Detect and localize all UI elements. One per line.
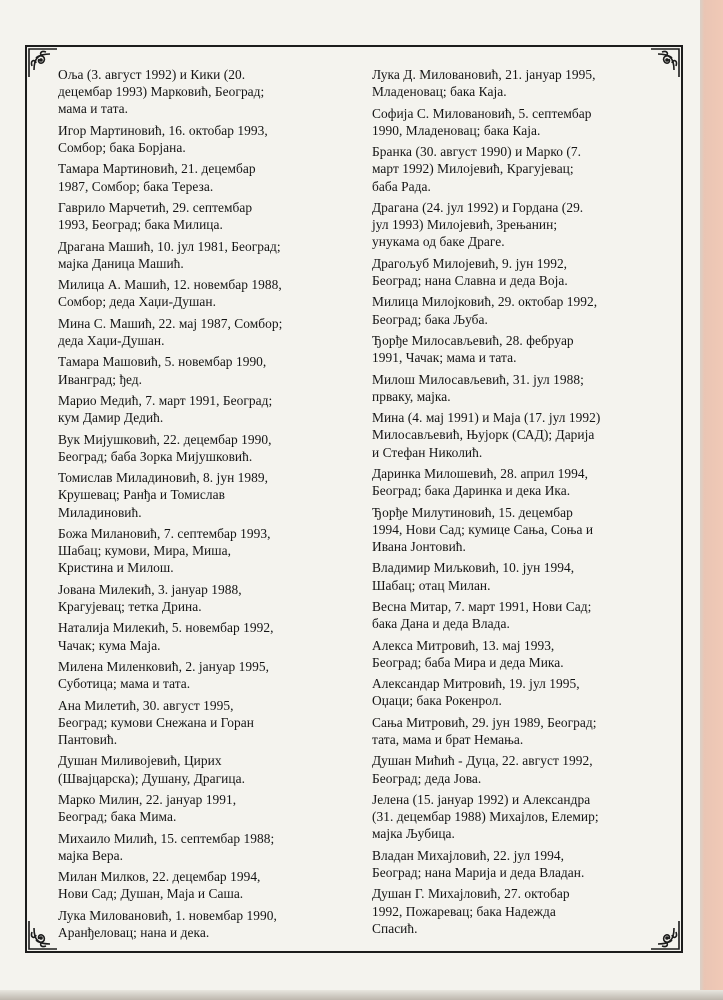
list-entry: Душан Миливојевић, Цирих (Швајцарска); Душану, Драгица. xyxy=(58,753,245,786)
list-entry: Драгољуб Милојевић, 9. јун 1992, Београд; нана Славна и деда Воја. xyxy=(372,255,568,288)
list-entry: Ђорђе Милосављевић, 28. фебруар 1991, Чачак; мама и тата. xyxy=(372,332,574,366)
list-entry: Милица А. Машић, 12. новембар 1988, Сомбор; деда Хаџи-Душан. xyxy=(58,277,282,310)
list-entry: Душан Г. Михајловић, 27. октобар 1992, Пожаревац; бака Надежда Спасић. xyxy=(372,886,570,936)
list-entry: Вук Мијушковић, 22. децембар 1990, Београд; баба Зорка Мијушковић. xyxy=(58,431,272,464)
list-entry: Игор Мартиновић, 16. октобар 1993, Сомбор; бака Борјана. xyxy=(58,122,268,155)
corner-flourish-icon xyxy=(26,918,60,952)
list-entry: Мина С. Машић, 22. мај 1987, Сомбор; деда Хаџи-Душан. xyxy=(58,315,283,348)
page-edge xyxy=(700,0,723,1000)
list-entry: Ђорђе Милутиновић, 15. децембар 1994, Нови Сад; кумице Сања, Соња и Ивана Јонтовић. xyxy=(372,504,594,554)
list-entry: Божа Милановић, 7. септембар 1993, Шабац; кумови, Мира, Миша, Кристина и Милош. xyxy=(58,525,271,576)
list-entry: Бранка (30. август 1990) и Марко (7. март 1992) Милојевић, Крагујевац; баба Рада. xyxy=(372,144,582,194)
list-entry: Драгана (24. јул 1992) и Гордана (29. јул 1993) Милојевић, Зрењанин; унукама од баке Драге. xyxy=(372,199,584,250)
list-entry: Наталија Милекић, 5. новембар 1992, Чачак; кума Маја. xyxy=(58,620,274,653)
list-entry: Ана Милетић, 30. август 1995, Београд; кумови Снежана и Горан Пантовић. xyxy=(58,697,255,747)
list-entry: Тамара Мартиновић, 21. децембар 1987, Сомбор; бака Тереза. xyxy=(58,161,256,194)
list-entry: Лука Миловановић, 1. новембар 1990, Аранђеловац; нана и дека. xyxy=(58,907,277,940)
list-entry: Марко Милин, 22. јануар 1991, Београд; бака Мима. xyxy=(58,791,237,825)
list-entry: Мина (4. мај 1991) и Маја (17. јул 1992) Милосављевић, Њујорк (САД); Дарија и Стефан Николић. xyxy=(372,410,601,460)
list-entry: Драгана Машић, 10. јул 1981, Београд; мајка Даница Машић. xyxy=(58,238,281,271)
list-entry: Владимир Миљковић, 10. јун 1994, Шабац; отац Милан. xyxy=(372,560,575,593)
list-entry: Алекса Митровић, 13. мај 1993, Београд; баба Мира и деда Мика. xyxy=(372,637,564,670)
list-entry: Милена Миленковић, 2. јануар 1995, Суботица; мама и тата. xyxy=(58,658,269,692)
left-column xyxy=(58,66,358,945)
list-entry: Лука Д. Миловановић, 21. јануар 1995, Младеновац; бака Каја. xyxy=(372,67,596,100)
list-entry: Софија С. Миловановић, 5. септембар 1990, Младеновац; бака Каја. xyxy=(372,105,592,138)
list-entry: Јелена (15. јануар 1992) и Александра (31. децембар 1988) Михајлов, Елемир; мајка Љубица. xyxy=(372,791,599,842)
list-entry: Душан Мићић - Дуца, 22. август 1992, Београд; деда Јова. xyxy=(372,753,593,786)
corner-flourish-icon xyxy=(26,46,60,80)
list-entry: Владан Михајловић, 22. јул 1994, Београд; нана Марија и деда Владан. xyxy=(372,847,585,880)
list-entry: Тамара Машовић, 5. новембар 1990, Иванград; ђед. xyxy=(58,354,267,387)
page-bottom-shadow xyxy=(0,990,723,1000)
list-entry: Милош Милосављевић, 31. јул 1988; прваку, мајка. xyxy=(372,371,584,404)
list-entry: Марио Медић, 7. март 1991, Београд; кум Дамир Дедић. xyxy=(58,392,273,426)
right-column xyxy=(372,66,672,941)
list-entry: Милица Милојковић, 29. октобар 1992, Београд; бака Љуба. xyxy=(372,294,598,327)
list-entry: Оља (3. август 1992) и Кики (20. децембар 1993) Марковић, Београд; мама и тата. xyxy=(58,67,265,117)
list-entry: Гаврило Марчетић, 29. септембар 1993, Београд; бака Милица. xyxy=(58,199,253,233)
list-entry: Томислав Миладиновић, 8. јун 1989, Крушевац; Ранђа и Томислав Миладиновић. xyxy=(58,470,269,520)
list-entry: Даринка Милошевић, 28. април 1994, Београд; бака Даринка и дека Ика. xyxy=(372,465,589,499)
list-entry: Сања Митровић, 29. јун 1989, Београд; тата, мама и брат Немања. xyxy=(372,714,597,747)
list-entry: Весна Митар, 7. март 1991, Нови Сад; бака Дана и деда Влада. xyxy=(372,598,592,632)
list-entry: Милан Милков, 22. децембар 1994, Нови Сад; Душан, Маја и Саша. xyxy=(58,869,261,902)
list-entry: Јована Милекић, 3. јануар 1988, Крагујевац; тетка Дрина. xyxy=(58,581,242,614)
list-entry: Александар Митровић, 19. јул 1995, Оџаци; бака Рокенрол. xyxy=(372,676,580,709)
list-entry: Михаило Милић, 15. септембар 1988; мајка Вера. xyxy=(58,830,275,863)
